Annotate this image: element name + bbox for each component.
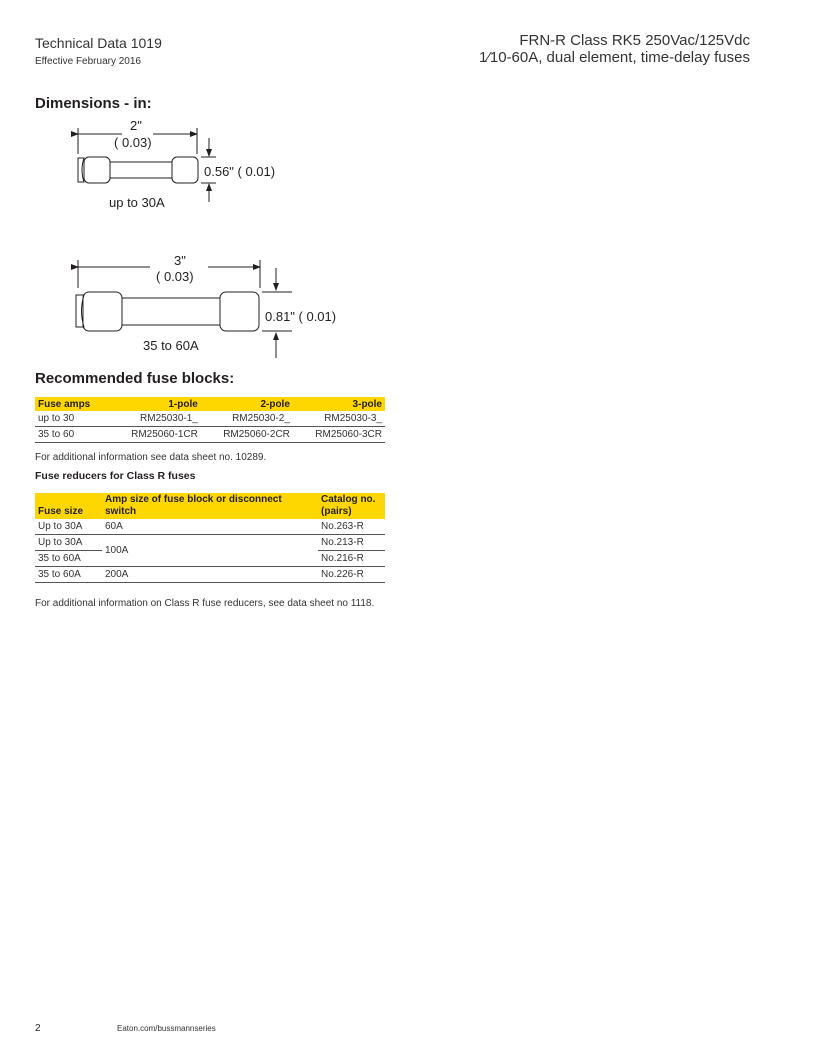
product-subtitle: 1⁄10-60A, dual element, time-delay fuses xyxy=(479,49,750,66)
effective-date: Effective February 2016 xyxy=(35,56,141,67)
cell-2-pole: RM25030-2_ xyxy=(201,411,293,427)
footer-url[interactable]: Eaton.com/bussmannseries xyxy=(117,1024,216,1033)
reducers-heading: Fuse reducers for Class R fuses xyxy=(35,470,196,482)
table-row xyxy=(35,519,385,535)
col-1-pole: 1-pole xyxy=(109,397,201,411)
cell-2-pole: RM25060-2CR xyxy=(201,427,293,443)
cell-amp-size: 200A xyxy=(102,567,318,583)
col-2-pole: 2-pole xyxy=(201,397,293,411)
fuse-large-diameter: 0.81" ( 0.01) xyxy=(265,309,337,324)
fuse-large-length: 3" xyxy=(174,253,186,268)
table-row xyxy=(35,427,385,443)
col-amp-size: Amp size of fuse block or disconnect switch xyxy=(102,493,318,519)
cell-fuse-size: Up to 30A xyxy=(35,519,102,535)
cell-3-pole: RM25030-3_ xyxy=(293,411,385,427)
cell-catalog: No.226-R xyxy=(318,567,385,583)
table-row xyxy=(35,535,385,551)
cell-3-pole: RM25060-3CR xyxy=(293,427,385,443)
fuse-small-length-tolerance: ( 0.03) xyxy=(114,135,152,150)
fuse-large-length-tolerance: ( 0.03) xyxy=(156,269,194,284)
dimensions-heading: Dimensions - in: xyxy=(35,95,152,112)
cell-1-pole: RM25030-1_ xyxy=(109,411,201,427)
col-fuse-size: Fuse size xyxy=(35,493,102,519)
fuse-small-length: 2" xyxy=(130,118,142,133)
col-3-pole: 3-pole xyxy=(293,397,385,411)
page-number: 2 xyxy=(35,1023,41,1034)
cell-fuse-size: 35 to 60A xyxy=(35,567,102,583)
table-header-row xyxy=(35,397,385,411)
fuse-large-caption: 35 to 60A xyxy=(143,338,199,353)
col-fuse-amps: Fuse amps xyxy=(35,397,109,411)
fuse-blocks-note: For additional information see data sheet no. 10289. xyxy=(35,452,267,463)
fuse-small-diameter: 0.56" ( 0.01) xyxy=(204,164,276,179)
product-title: FRN-R Class RK5 250Vac/125Vdc xyxy=(519,32,750,49)
fuse-dimension-drawings xyxy=(0,110,400,370)
reducers-table xyxy=(35,493,385,583)
table-row xyxy=(35,567,385,583)
cell-1-pole: RM25060-1CR xyxy=(109,427,201,443)
cell-fuse-amps: up to 30 xyxy=(35,411,109,427)
table-row xyxy=(35,411,385,427)
reducers-note: For additional information on Class R fuse reducers, see data sheet no 1118. xyxy=(35,598,375,609)
fuse-small-caption: up to 30A xyxy=(109,195,165,210)
cell-fuse-amps: 35 to 60 xyxy=(35,427,109,443)
cell-catalog: No.263-R xyxy=(318,519,385,535)
col-catalog: Catalog no. (pairs) xyxy=(318,493,385,519)
cell-amp-size: 100A xyxy=(102,535,318,567)
fuse-blocks-heading: Recommended fuse blocks: xyxy=(35,370,235,387)
table-header-row xyxy=(35,493,385,519)
cell-fuse-size: 35 to 60A xyxy=(35,551,102,567)
document-title: Technical Data 1019 xyxy=(35,35,162,51)
cell-catalog: No.216-R xyxy=(318,551,385,567)
fuse-blocks-table xyxy=(35,397,385,443)
cell-fuse-size: Up to 30A xyxy=(35,535,102,551)
cell-amp-size: 60A xyxy=(102,519,318,535)
cell-catalog: No.213-R xyxy=(318,535,385,551)
